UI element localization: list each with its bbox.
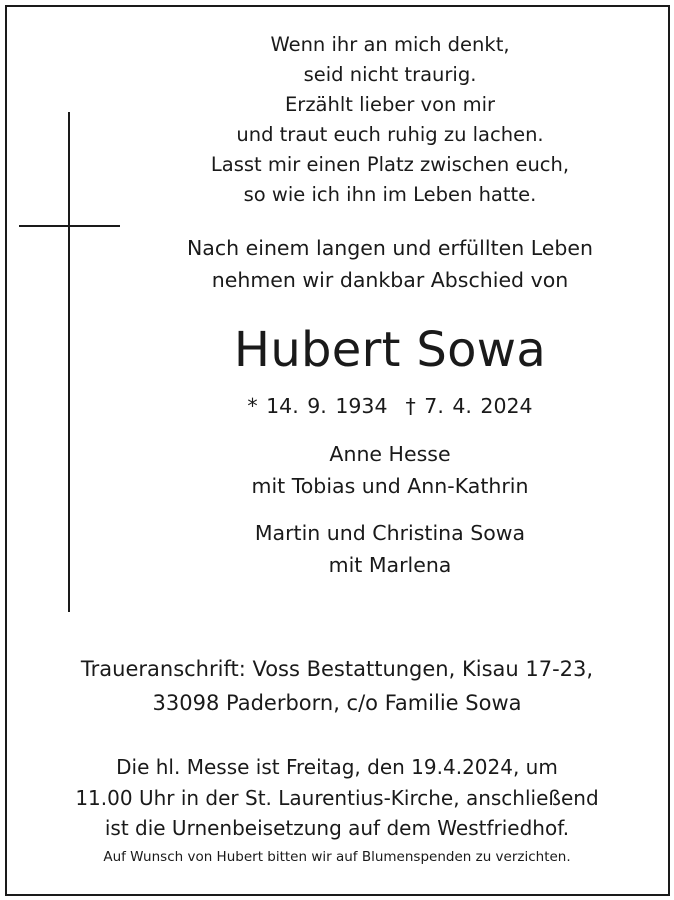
cross-horizontal-bar (19, 225, 120, 227)
death-date: † 7. 4. 2024 (405, 394, 533, 418)
cross-vertical-bar (68, 112, 70, 612)
intro-line: Nach einem langen und erfüllten Leben (186, 236, 594, 260)
poem-line: seid nicht traurig. (303, 63, 477, 86)
poem-line: Wenn ihr an mich denkt, (270, 33, 510, 56)
mourner-line: Anne Hesse (329, 442, 451, 466)
birth-date: * 14. 9. 1934 (247, 394, 388, 418)
flower-wish-note (10, 847, 664, 867)
farewell-intro (120, 232, 660, 296)
mass-line: ist die Urnenbeisetzung auf dem Westfriedhof. (104, 816, 570, 840)
mass-line: Die hl. Messe ist Freitag, den 19.4.2024, um (116, 755, 558, 779)
mourners-group-2 (120, 517, 660, 581)
poem (120, 30, 660, 210)
deceased-name-text: Hubert Sowa (233, 322, 547, 378)
address-line: Traueranschrift: Voss Bestattungen, Kisau 17-23, (80, 657, 594, 681)
mourner-line: mit Tobias und Ann-Kathrin (251, 474, 529, 498)
intro-line: nehmen wir dankbar Abschied von (211, 268, 569, 292)
life-dates (120, 390, 660, 422)
address-line: 33098 Paderborn, c/o Familie Sowa (152, 691, 522, 715)
mourners-group-1 (120, 438, 660, 502)
mass-line: 11.00 Uhr in der St. Laurentius-Kirche, anschließend (75, 785, 599, 810)
poem-line: und traut euch ruhig zu lachen. (236, 123, 544, 146)
poem-line: so wie ich ihn im Leben hatte. (243, 183, 537, 206)
mourner-line: Martin und Christina Sowa (254, 521, 526, 545)
poem-line: Erzählt lieber von mir (284, 93, 496, 116)
deceased-name (120, 318, 660, 382)
wish-text: Auf Wunsch von Hubert bitten wir auf Blumenspenden zu verzichten. (103, 849, 571, 865)
mourning-address (10, 652, 664, 720)
mourner-line: mit Marlena (328, 553, 452, 577)
poem-line: Lasst mir einen Platz zwischen euch, (210, 153, 570, 176)
mass-information (10, 752, 664, 844)
